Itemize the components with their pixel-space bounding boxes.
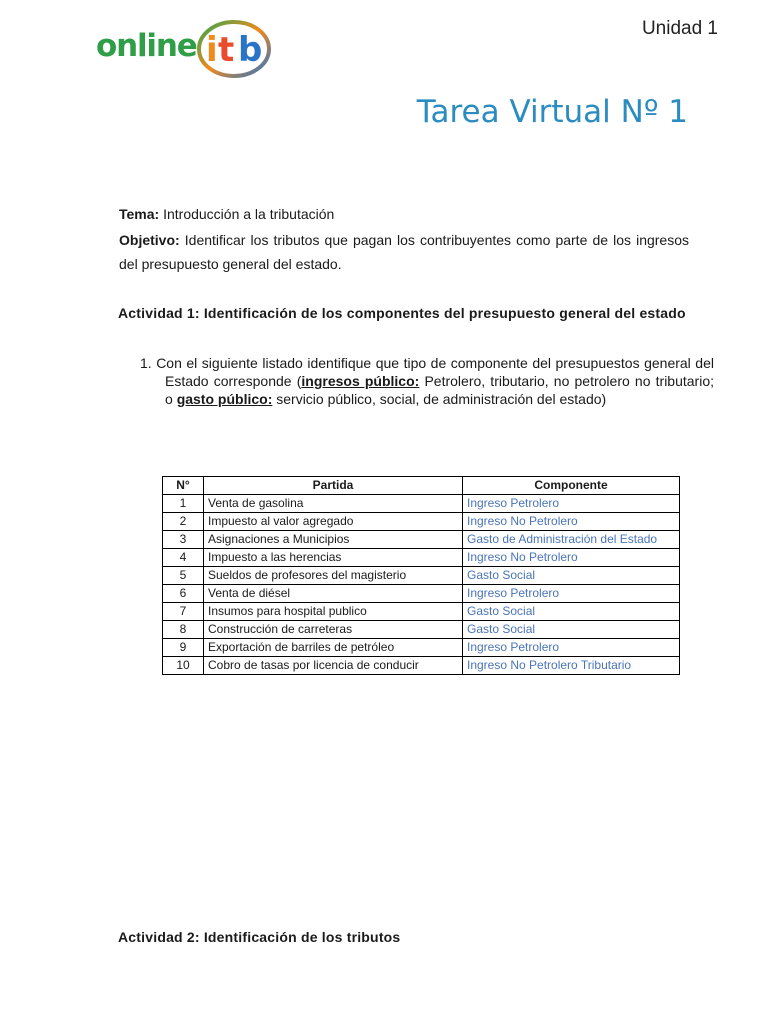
row-partida: Venta de diésel [204, 585, 463, 603]
svg-text:t: t [218, 30, 235, 70]
table-row [163, 639, 680, 657]
row-number: 2 [163, 513, 204, 531]
row-componente: Ingreso No Petrolero Tributario [463, 657, 680, 675]
table-row [163, 567, 680, 585]
header-partida: Partida [204, 477, 463, 495]
row-partida: Asignaciones a Municipios [204, 531, 463, 549]
table-row [163, 531, 680, 549]
row-partida: Venta de gasolina [204, 495, 463, 513]
online-itb-logo [96, 18, 272, 80]
row-number: 3 [163, 531, 204, 549]
table-row [163, 549, 680, 567]
logo-wordmark: online [96, 28, 197, 64]
row-number: 6 [163, 585, 204, 603]
components-table [162, 476, 680, 675]
row-partida: Cobro de tasas por licencia de conducir [204, 657, 463, 675]
row-componente: Gasto de Administración del Estado [463, 531, 680, 549]
row-componente: Ingreso Petrolero [463, 585, 680, 603]
item-part1: 1. Con el siguiente listado identifique que tipo de componente del presupuestos general del Estado corresponde ( [140, 355, 714, 389]
activity-2-title-text: Actividad 2: Identificación de los tributos [118, 929, 401, 945]
gasto-label: gasto público: [176, 391, 273, 407]
row-partida: Sueldos de profesores del magisterio [204, 567, 463, 585]
row-number: 4 [163, 549, 204, 567]
item-part2: Petrolero, tributario, no petrolero no tributario; o [165, 373, 714, 407]
row-componente: Gasto Social [463, 567, 680, 585]
header-componente: Componente [463, 477, 680, 495]
svg-text:i: i [206, 30, 218, 70]
row-componente: Ingreso Petrolero [463, 639, 680, 657]
table-row [163, 621, 680, 639]
row-number: 10 [163, 657, 204, 675]
activity-1-title [118, 301, 688, 325]
svg-text:b: b [238, 30, 263, 70]
row-partida: Impuesto a las herencias [204, 549, 463, 567]
row-partida: Exportación de barriles de petróleo [204, 639, 463, 657]
row-number: 5 [163, 567, 204, 585]
ingresos-label: ingresos público: [301, 373, 420, 389]
header-n: N° [163, 477, 204, 495]
objetivo-line [119, 228, 689, 276]
table-row [163, 603, 680, 621]
activity-1-item [140, 354, 714, 408]
intro-section [119, 202, 689, 276]
table-row [163, 657, 680, 675]
row-partida: Impuesto al valor agregado [204, 513, 463, 531]
row-componente: Gasto Social [463, 621, 680, 639]
row-number: 7 [163, 603, 204, 621]
table-row [163, 513, 680, 531]
activity-1-title-text: Actividad 1: Identificación de los componentes del presupuesto general del estado [118, 305, 686, 321]
table-header-row [163, 477, 680, 495]
row-number: 9 [163, 639, 204, 657]
activity-2-title [118, 925, 688, 949]
objetivo-value: Identificar los tributos que pagan los contribuyentes como parte de los ingresos del presupuesto general del estado. [119, 232, 690, 272]
tema-line [119, 202, 689, 226]
row-componente: Ingreso Petrolero [463, 495, 680, 513]
row-componente: Gasto Social [463, 603, 680, 621]
item-part3: servicio público, social, de administración del estado) [272, 391, 607, 407]
objetivo-label: Objetivo: [119, 232, 180, 248]
tema-label: Tema: [119, 206, 160, 222]
table-row [163, 585, 680, 603]
table-row [163, 495, 680, 513]
row-number: 1 [163, 495, 204, 513]
row-partida: Construcción de carreteras [204, 621, 463, 639]
row-partida: Insumos para hospital publico [204, 603, 463, 621]
unit-label: Unidad 1 [641, 18, 718, 39]
row-componente: Ingreso No Petrolero [463, 513, 680, 531]
row-componente: Ingreso No Petrolero [463, 549, 680, 567]
row-number: 8 [163, 621, 204, 639]
itb-badge-icon [196, 18, 272, 80]
document-title: Tarea Virtual Nº 1 [416, 94, 688, 130]
tema-value: Introducción a la tributación [163, 206, 335, 222]
